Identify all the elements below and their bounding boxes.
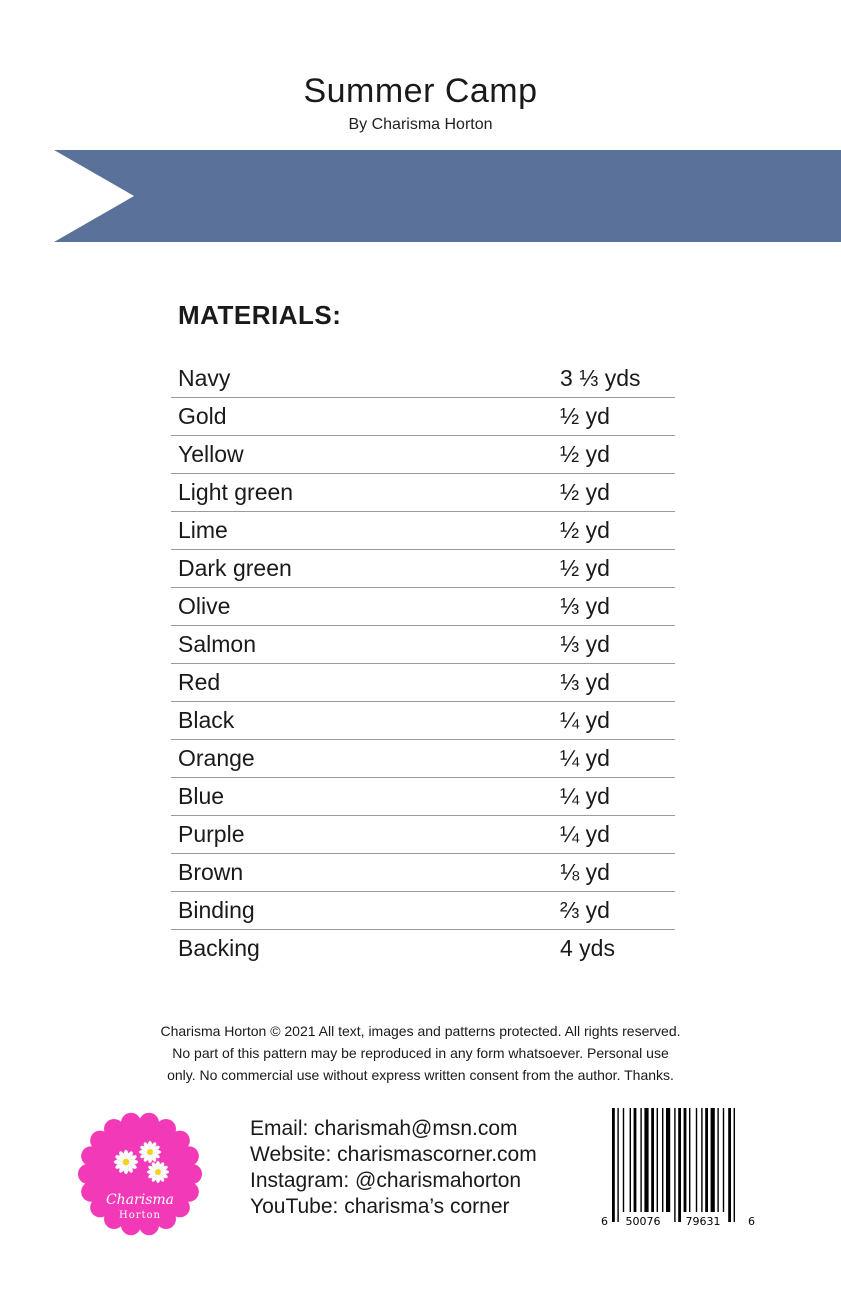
material-name: Olive bbox=[178, 593, 231, 619]
ribbon-shape bbox=[54, 150, 841, 242]
material-quantity: ¼ yd bbox=[560, 783, 610, 809]
material-name: Light green bbox=[178, 479, 294, 505]
copyright-line: No part of this pattern may be reproduced in any form whatsoever. Personal use bbox=[172, 1045, 669, 1061]
materials-row bbox=[171, 626, 675, 664]
materials-row bbox=[171, 550, 675, 588]
material-quantity: ⅓ yd bbox=[560, 593, 610, 619]
material-quantity: ½ yd bbox=[560, 517, 610, 543]
barcode-bars bbox=[612, 1108, 735, 1222]
material-quantity: ½ yd bbox=[560, 441, 610, 467]
material-name: Lime bbox=[178, 517, 228, 543]
material-quantity: ½ yd bbox=[560, 555, 610, 581]
material-name: Purple bbox=[178, 821, 245, 847]
materials-row bbox=[171, 436, 675, 474]
material-name: Dark green bbox=[178, 555, 292, 581]
material-name: Yellow bbox=[178, 441, 244, 467]
materials-row bbox=[171, 816, 675, 854]
barcode-digits-left: 50076 bbox=[625, 1215, 661, 1228]
ribbon-banner bbox=[54, 150, 841, 246]
material-name: Gold bbox=[178, 403, 227, 429]
material-name: Backing bbox=[178, 935, 260, 961]
contact-info bbox=[250, 1116, 537, 1220]
contact-youtube[interactable]: YouTube: charisma’s corner bbox=[250, 1195, 510, 1218]
barcode-digit: 6 bbox=[601, 1215, 608, 1228]
copyright-line: Charisma Horton © 2021 All text, images and patterns protected. All rights reserved. bbox=[160, 1023, 681, 1039]
materials-row bbox=[171, 740, 675, 778]
material-quantity: ¼ yd bbox=[560, 707, 610, 733]
material-name: Binding bbox=[178, 897, 255, 923]
contact-website[interactable]: Website: charismascorner.com bbox=[250, 1143, 537, 1166]
materials-row bbox=[171, 398, 675, 436]
material-quantity: ½ yd bbox=[560, 479, 610, 505]
materials-row bbox=[171, 854, 675, 892]
materials-row bbox=[171, 588, 675, 626]
material-quantity: ½ yd bbox=[560, 403, 610, 429]
copyright-line: only. No commercial use without express written consent from the author. Thanks. bbox=[167, 1067, 674, 1083]
barcode-icon bbox=[598, 1108, 758, 1228]
material-name: Blue bbox=[178, 783, 225, 809]
logo-text-charisma: Charisma bbox=[105, 1192, 175, 1208]
material-name: Brown bbox=[178, 859, 244, 885]
contact-instagram[interactable]: Instagram: @charismahorton bbox=[250, 1169, 522, 1192]
materials-row bbox=[171, 664, 675, 702]
material-name: Orange bbox=[178, 745, 255, 771]
materials-row bbox=[171, 512, 675, 550]
material-quantity: ⅓ yd bbox=[560, 631, 610, 657]
pattern-byline: By Charisma Horton bbox=[348, 116, 493, 133]
daisy-logo-icon bbox=[78, 1112, 202, 1236]
materials-row bbox=[171, 702, 675, 740]
material-name: Red bbox=[178, 669, 221, 695]
copyright-notice bbox=[0, 1020, 841, 1086]
materials-row bbox=[171, 930, 675, 967]
material-quantity: ⅛ yd bbox=[560, 859, 610, 885]
barcode-digits-right: 79631 bbox=[685, 1215, 721, 1228]
material-name: Salmon bbox=[178, 631, 256, 657]
materials-row bbox=[171, 474, 675, 512]
material-quantity: ¼ yd bbox=[560, 821, 610, 847]
pattern-title: Summer Camp bbox=[303, 72, 538, 110]
material-name: Navy bbox=[178, 365, 231, 391]
materials-row bbox=[171, 360, 675, 398]
material-quantity: ⅔ yd bbox=[560, 897, 610, 923]
materials-heading: MATERIALS: bbox=[178, 300, 342, 330]
logo-text-horton: Horton bbox=[118, 1210, 162, 1221]
material-name: Black bbox=[178, 707, 235, 733]
barcode-digit: 6 bbox=[748, 1215, 755, 1228]
material-quantity: 4 yds bbox=[560, 935, 615, 961]
material-quantity: ¼ yd bbox=[560, 745, 610, 771]
material-quantity: 3 ⅓ yds bbox=[560, 365, 641, 391]
materials-table bbox=[171, 360, 675, 967]
material-quantity: ⅓ yd bbox=[560, 669, 610, 695]
materials-row bbox=[171, 892, 675, 930]
contact-email[interactable]: Email: charismah@msn.com bbox=[250, 1117, 518, 1140]
materials-row bbox=[171, 778, 675, 816]
